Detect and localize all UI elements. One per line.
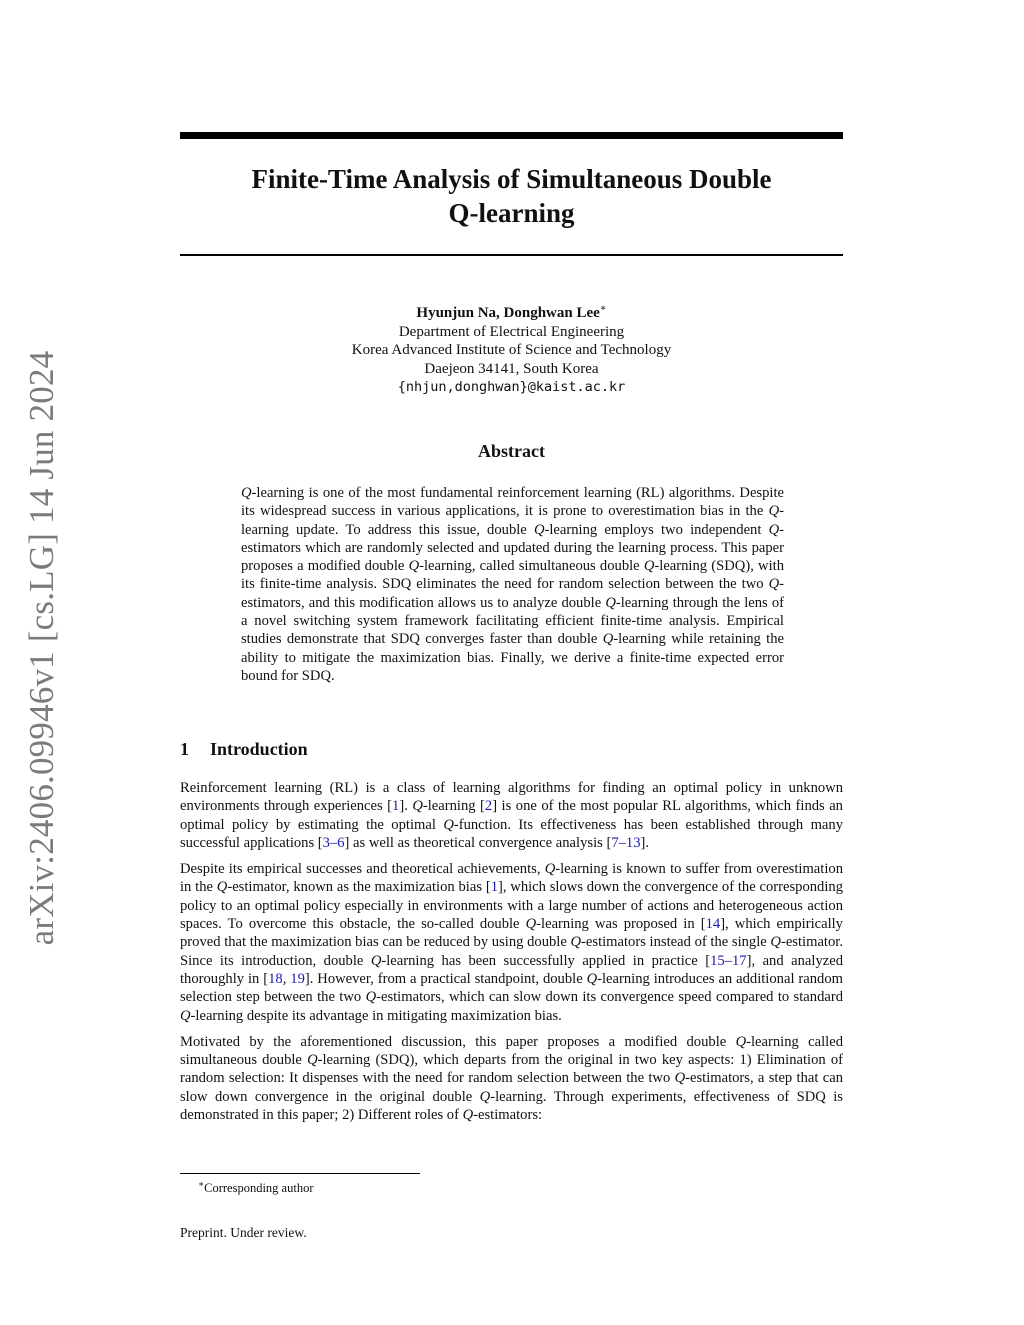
paragraph-1: Reinforcement learning (RL) is a class of learning algorithms for finding an optimal policy in unknown environments through experiences [1]. Q-learning [2] is one of the most popular RL algorithms, which finds an optimal policy by estimating the optimal Q-function. Its effectiveness has been established through many successful applications [3–6] as well as theoretical convergence analysis [7–13]. (180, 780, 843, 851)
citation-link[interactable]: 1 (392, 798, 400, 815)
citation-link[interactable]: 19 (290, 970, 305, 987)
paragraph-3: Motivated by the aforementioned discussion, this paper proposes a modified double Q-learning called simultaneous double Q-learning (SDQ), which departs from the original in two key aspects: 1) Elimination of random selection: It dispenses with the need for random selection between the two Q-estimators, a step that can slow down convergence in the original double Q-learning. Through experiments, effectiveness of SDQ is demonstrated in this paper; 2) Different roles of Q-estimators: (180, 1033, 843, 1124)
footnote-text: Corresponding author (204, 1181, 314, 1196)
title-bottom-rule (180, 254, 843, 256)
section-heading-introduction (180, 738, 308, 760)
arxiv-identifier-stamp: arXiv:2406.09946v1 [cs.LG] 14 Jun 2024 (22, 350, 61, 946)
paper-title (180, 162, 843, 230)
section-title: Introduction (210, 739, 308, 759)
paragraph-2: Despite its empirical successes and theoretical achievements, Q-learning is known to suffer from overestimation in the Q-estimator, known as the maximization bias [1], which slows down the convergence of the corresponding policy to an optimal policy especially in environments with a large number of actions and heterogeneous action spaces. To overcome this obstacle, the so-called double Q-learning was proposed in [14], which empirically proved that the maximization bias can be reduced by using double Q-estimators instead of the single Q-estimator. Since its introduction, double Q-learning has been successfully applied in practice [15–17], and analyzed thoroughly in [18, 19]. However, from a practical standpoint, double Q-learning introduces an additional random selection step between the two Q-estimators, which can slow down its convergence speed compared to standard Q-learning despite its advantage in mitigating maximization bias. (180, 861, 843, 1024)
section-number: 1 (180, 739, 189, 759)
title-top-rule (180, 132, 843, 139)
title-line-2: Q-learning (448, 198, 575, 228)
footnote-rule (180, 1173, 420, 1174)
citation-link[interactable]: 3–6 (322, 834, 345, 851)
title-line-1: Finite-Time Analysis of Simultaneous Double (251, 164, 772, 194)
preprint-note: Preprint. Under review. (180, 1225, 307, 1240)
footnote (198, 1177, 313, 1196)
author-department: Department of Electrical Engineering (398, 323, 625, 340)
author-email: {nhjun,donghwan}@kaist.ac.kr (397, 379, 626, 395)
abstract-heading: Abstract (478, 441, 545, 461)
citation-link[interactable]: 15–17 (710, 952, 747, 969)
author-institute: Korea Advanced Institute of Science and Technology (351, 342, 672, 358)
author-address: Daejeon 34141, South Korea (424, 360, 599, 377)
citation-link[interactable]: 1 (490, 879, 498, 896)
corresponding-marker: ∗ (599, 303, 607, 314)
abstract-text: Q-learning is one of the most fundamental reinforcement learning (RL) algorithms. Despite its widespread success in various applications, it is prone to overestimation bias in the Q-learning update. To address this issue, double Q-learning employs two independent Q-estimators which are randomly selected and updated during the learning process. This paper proposes a modified double Q-learning, called simultaneous double Q-learning (SDQ), with its finite-time analysis. SDQ eliminates the need for random selection between the two Q-estimators, and this modification allows us to analyze double Q-learning through the lens of a novel switching system framework facilitating efficient finite-time analysis. Empirical studies demonstrate that SDQ converges faster than double Q-learning while retaining the ability to mitigate the maximization bias. Finally, we derive a finite-time expected error bound for SDQ. (241, 485, 784, 684)
citation-link[interactable]: 18 (268, 970, 283, 987)
introduction-body (180, 779, 843, 1132)
footnote-marker: ∗ (198, 1179, 205, 1189)
citation-link[interactable]: 2 (484, 798, 493, 815)
author-block (180, 300, 843, 397)
author-names: Hyunjun Na, Donghwan Lee∗ (416, 303, 607, 321)
citation-link[interactable]: 14 (705, 916, 721, 933)
citation-link[interactable]: 7–13 (611, 834, 641, 851)
